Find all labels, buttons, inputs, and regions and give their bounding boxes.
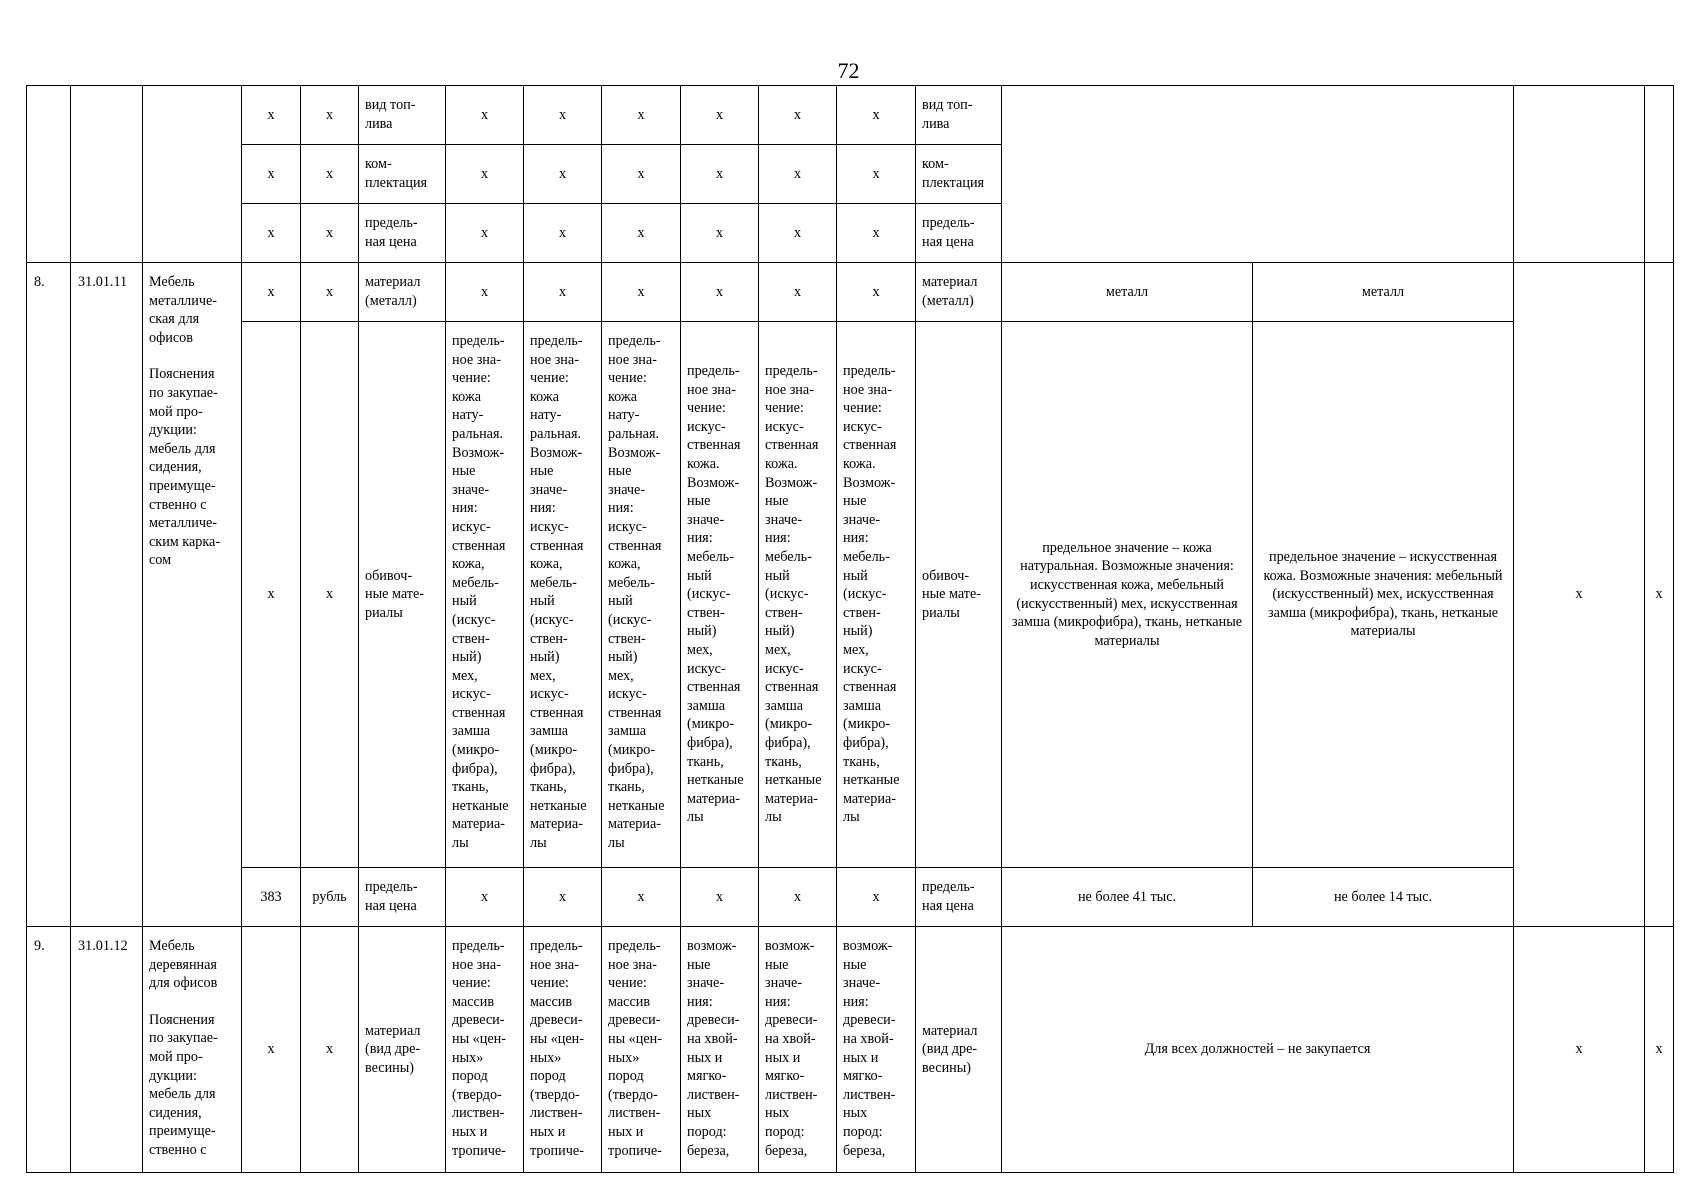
cell-value: x	[759, 204, 837, 263]
item-note-text: Пояснения по закупае- мой про- дукции: мебель для сидения, преимуще- ственно с металличе- ским карка- сом	[149, 366, 221, 569]
cell-last-2: x	[1645, 927, 1674, 1173]
cell-group-1: предельное значение – кожа натуральная. Возможные значения: искусственная кожа, мебельный (искусственный) мех, искусственная замша (микрофибра), ткань, нетканые материалы	[1002, 322, 1253, 868]
item-name	[143, 927, 242, 1173]
cell-value: x	[602, 263, 681, 322]
cell-value: x	[446, 86, 524, 145]
cell-characteristic: материал (вид дре- весины)	[359, 927, 446, 1173]
cell-value: x	[681, 204, 759, 263]
cell-value: предель- ное зна- чение: массив древеси- ны «цен- ных» пород (твердо- листвен- ных и тропиче-	[524, 927, 602, 1173]
cell-value: x	[446, 204, 524, 263]
cell-group-2: металл	[1253, 263, 1514, 322]
cell-value: предель- ное зна- чение: искус- ственная кожа. Возмож- ные значе- ния: мебель- ный (искус- ствен- ный) мех, искус- ственная замша (микро- фибра), ткань, нетканые материа- лы	[681, 322, 759, 868]
cell-value: x	[681, 86, 759, 145]
cell-value: x	[759, 263, 837, 322]
cell-characteristic-2: предель- ная цена	[916, 868, 1002, 927]
cell-value: x	[602, 86, 681, 145]
cell-code	[71, 86, 143, 263]
cell-value: x	[602, 868, 681, 927]
cell-value: x	[446, 145, 524, 204]
cell-characteristic: предель- ная цена	[359, 868, 446, 927]
table-row	[27, 322, 1674, 868]
cell-characteristic-2: обивоч- ные мате- риалы	[916, 322, 1002, 868]
cell-name	[143, 86, 242, 263]
cell-value: x	[602, 145, 681, 204]
cell-value: x	[759, 145, 837, 204]
cell-unit-name: x	[301, 927, 359, 1173]
cell-characteristic: ком- плектация	[359, 145, 446, 204]
page-number: 72	[837, 58, 860, 83]
cell-value: x	[446, 868, 524, 927]
cell-group-merged: Для всех должностей – не закупается	[1002, 927, 1514, 1173]
cell-unit-code: x	[242, 927, 301, 1173]
item-code: 31.01.12	[71, 927, 143, 1173]
item-note-text: Пояснения по закупае- мой про- дукции: мебель для сидения, преимуще- ственно с	[149, 1011, 218, 1158]
cell-value: предель- ное зна- чение: кожа нату- ральная. Возмож- ные значе- ния: искус- ственная кожа, мебель- ный (искус- ствен- ный) мех, искус- ственная замша (микро- фибра), ткань, нетканые материа- лы	[524, 322, 602, 868]
cell-last-2	[1645, 86, 1674, 263]
cell-value: x	[759, 86, 837, 145]
cell-value: предель- ное зна- чение: массив древеси- ны «цен- ных» пород (твердо- листвен- ных и тропиче-	[602, 927, 681, 1173]
cell-unit-name: x	[301, 322, 359, 868]
cell-last-1: x	[1514, 927, 1645, 1173]
cell-characteristic-2: вид топ- лива	[916, 86, 1002, 145]
cell-unit-code: 383	[242, 868, 301, 927]
cell-characteristic-2: предель- ная цена	[916, 204, 1002, 263]
cell-value: x	[524, 86, 602, 145]
cell-group-2: не более 14 тыс.	[1253, 868, 1514, 927]
cell-value: x	[837, 263, 916, 322]
cell-value: возмож- ные значе- ния: древеси- на хвой- ных и мягко- листвен- ных пород: береза,	[837, 927, 916, 1173]
cell-characteristic: вид топ- лива	[359, 86, 446, 145]
table-row	[27, 927, 1674, 1173]
cell-last-1: x	[1514, 263, 1645, 927]
cell-unit-code: x	[242, 322, 301, 868]
cell-value: предель- ное зна- чение: массив древеси- ны «цен- ных» пород (твердо- листвен- ных и тропиче-	[446, 927, 524, 1173]
cell-unit-code: x	[242, 204, 301, 263]
cell-characteristic: обивоч- ные мате- риалы	[359, 322, 446, 868]
item-number: 8.	[27, 263, 71, 927]
table-row	[27, 868, 1674, 927]
cell-number	[27, 86, 71, 263]
procurement-table	[26, 85, 1674, 1173]
cell-group-1: металл	[1002, 263, 1253, 322]
cell-characteristic-2: ком- плектация	[916, 145, 1002, 204]
cell-unit-name: x	[301, 204, 359, 263]
cell-characteristic-2: материал (вид дре- весины)	[916, 927, 1002, 1173]
cell-value: предель- ное зна- чение: искус- ственная кожа. Возмож- ные значе- ния: мебель- ный (искус- ствен- ный) мех, искус- ственная замша (микро- фибра), ткань, нетканые материа- лы	[759, 322, 837, 868]
cell-value: предель- ное зна- чение: искус- ственная кожа. Возмож- ные значе- ния: мебель- ный (искус- ствен- ный) мех, искус- ственная замша (микро- фибра), ткань, нетканые материа- лы	[837, 322, 916, 868]
cell-unit-name: x	[301, 145, 359, 204]
item-number: 9.	[27, 927, 71, 1173]
cell-unit-name: рубль	[301, 868, 359, 927]
item-name-text: Мебель деревянная для офисов	[149, 938, 218, 992]
cell-value: x	[837, 868, 916, 927]
cell-unit-code: x	[242, 145, 301, 204]
cell-last-1	[1514, 86, 1645, 263]
cell-group-2: предельное значение – искусственная кожа. Возможные значения: мебельный (искусственный) мех, искусственная замша (микрофибра), ткань, нетканые материалы	[1253, 322, 1514, 868]
cell-unit-name: x	[301, 86, 359, 145]
cell-value: предель- ное зна- чение: кожа нату- ральная. Возмож- ные значе- ния: искус- ственная кожа, мебель- ный (искус- ствен- ный) мех, искус- ственная замша (микро- фибра), ткань, нетканые материа- лы	[602, 322, 681, 868]
cell-value: x	[524, 145, 602, 204]
cell-value: x	[524, 868, 602, 927]
cell-value: x	[759, 868, 837, 927]
table-row	[27, 263, 1674, 322]
cell-value: x	[524, 263, 602, 322]
cell-value: x	[681, 145, 759, 204]
cell-characteristic-2: материал (металл)	[916, 263, 1002, 322]
cell-characteristic: предель- ная цена	[359, 204, 446, 263]
item-name-text: Мебель металличе- ская для офисов	[149, 274, 217, 346]
cell-unit-code: x	[242, 86, 301, 145]
cell-value: x	[524, 204, 602, 263]
cell-value: x	[602, 204, 681, 263]
cell-value: возмож- ные значе- ния: древеси- на хвой- ных и мягко- листвен- ных пород: береза,	[759, 927, 837, 1173]
cell-value: x	[681, 263, 759, 322]
cell-value: x	[837, 204, 916, 263]
cell-group-values	[1002, 86, 1514, 263]
cell-unit-name: x	[301, 263, 359, 322]
cell-value: x	[446, 263, 524, 322]
item-code: 31.01.11	[71, 263, 143, 927]
cell-value: возмож- ные значе- ния: древеси- на хвой- ных и мягко- листвен- ных пород: береза,	[681, 927, 759, 1173]
cell-value: x	[681, 868, 759, 927]
cell-value: предель- ное зна- чение: кожа нату- ральная. Возмож- ные значе- ния: искус- ственная кожа, мебель- ный (искус- ствен- ный) мех, искус- ственная замша (микро- фибра), ткань, нетканые материа- лы	[446, 322, 524, 868]
cell-group-1: не более 41 тыс.	[1002, 868, 1253, 927]
cell-characteristic: материал (металл)	[359, 263, 446, 322]
table-row	[27, 86, 1674, 145]
cell-value: x	[837, 145, 916, 204]
cell-unit-code: x	[242, 263, 301, 322]
item-name	[143, 263, 242, 927]
cell-last-2: x	[1645, 263, 1674, 927]
cell-value: x	[837, 86, 916, 145]
